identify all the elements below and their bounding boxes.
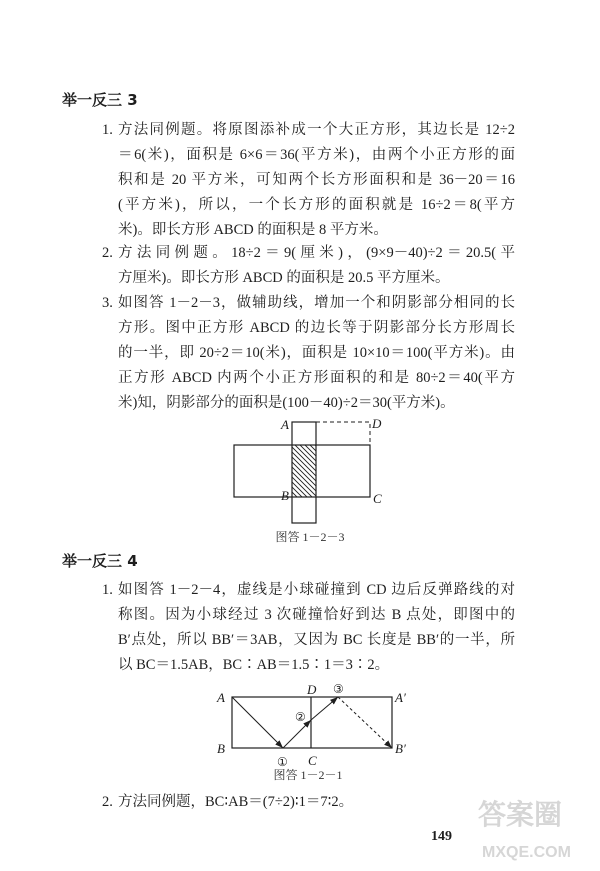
label-c: C — [308, 753, 317, 768]
label-a: A — [281, 417, 289, 432]
page-number: 149 — [431, 829, 452, 844]
shaded-rectangle — [292, 445, 316, 497]
label-d: D — [307, 682, 317, 697]
text-line: B′点处，所以 BB′＝3AB，又因为 BC 长度是 BB′的一半，所 — [118, 632, 515, 648]
collision-marker-3: ③ — [333, 682, 344, 696]
item-number: 2. — [102, 794, 113, 810]
text-line: 方厘米)。即长方形 ABCD 的面积是 20.5 平方厘米。 — [118, 270, 450, 286]
text-line: ＝6(米)，面积是 6×6＝36(平方米)，由两个小正方形的面 — [118, 147, 515, 163]
figure-1-2-3 — [220, 410, 400, 530]
text-line: 以 BC＝1.5AB，BC∶AB＝1.5∶1＝3∶2。 — [118, 657, 390, 673]
text-line: 如图答 1－2－4，虚线是小球碰撞到 CD 边后反弹路线的对 — [118, 582, 515, 598]
item-number: 3. — [102, 295, 113, 311]
section-heading-4: 举一反三 4 — [62, 552, 138, 570]
answer-item — [100, 790, 515, 815]
text-line: 正方形 ABCD 内两个小正方形面积的和是 80÷2＝40(平方 — [118, 370, 515, 386]
item-number: 2. — [102, 245, 113, 261]
text-line: 米)知，阴影部分的面积是(100－40)÷2＝30(平方米)。 — [118, 395, 455, 411]
text-line: 米)。即长方形 ABCD 的面积是 8 平方米。 — [118, 222, 388, 238]
section-heading-3: 举一反三 3 — [62, 91, 138, 109]
text-line: 方形。图中正方形 ABCD 的边长等于阴影部分长方形周长 — [118, 320, 515, 336]
label-b-prime: B′ — [395, 741, 406, 756]
path-segment-2-to-3 — [311, 697, 338, 720]
collision-marker-2: ② — [295, 710, 306, 724]
text-line: 方法同例题。18÷2＝9(厘米)，(9×9－40)÷2＝20.5(平 — [118, 245, 515, 261]
label-c: C — [373, 491, 382, 506]
collision-marker-1: ① — [277, 755, 288, 769]
label-a-prime: A′ — [395, 690, 406, 705]
label-a: A — [217, 690, 225, 705]
item-number: 1. — [102, 582, 113, 598]
answer-item — [100, 241, 515, 291]
watermark-url: MXQE.COM — [482, 844, 571, 861]
text-line: 的一半，即 20÷2＝10(米)，面积是 10×10＝100(平方米)。由 — [118, 345, 515, 361]
label-b: B — [217, 741, 225, 756]
figure-caption: 图答 1－2－3 — [275, 530, 345, 544]
table-rectangle — [232, 697, 392, 748]
text-line: 称图。因为小球经过 3 次碰撞恰好到达 B 点处，即图中的 — [118, 607, 515, 623]
text-line: 方法同例题。将原图添补成一个大正方形，其边长是 12÷2 — [118, 122, 515, 138]
answer-item — [100, 118, 515, 243]
figure-1-2-4 — [210, 678, 410, 773]
text-line: 如图答 1－2－3，做辅助线，增加一个和阴影部分相同的长 — [118, 295, 515, 311]
text-line: 积和是 20 平方米，可知两个长方形面积和是 36－20＝16 — [118, 172, 515, 188]
figure-caption: 图答 1－2－1 — [273, 768, 343, 782]
label-b: B — [281, 488, 289, 503]
reflected-dashed-path — [338, 697, 392, 748]
path-segment-1-to-2 — [283, 720, 311, 748]
watermark-logo: 答案圈 — [478, 798, 563, 831]
answer-item — [100, 578, 515, 678]
text-line: (平方米)，所以，一个长方形的面积就是 16÷2＝8(平方 — [118, 197, 515, 213]
item-number: 1. — [102, 122, 113, 138]
auxiliary-dashed-line — [316, 422, 370, 445]
path-segment-a-to-1 — [232, 697, 283, 748]
text-line: 方法同例题，BC∶AB＝(7÷2)∶1＝7∶2。 — [118, 794, 354, 810]
answer-item — [100, 291, 515, 416]
label-d: D — [372, 416, 382, 431]
